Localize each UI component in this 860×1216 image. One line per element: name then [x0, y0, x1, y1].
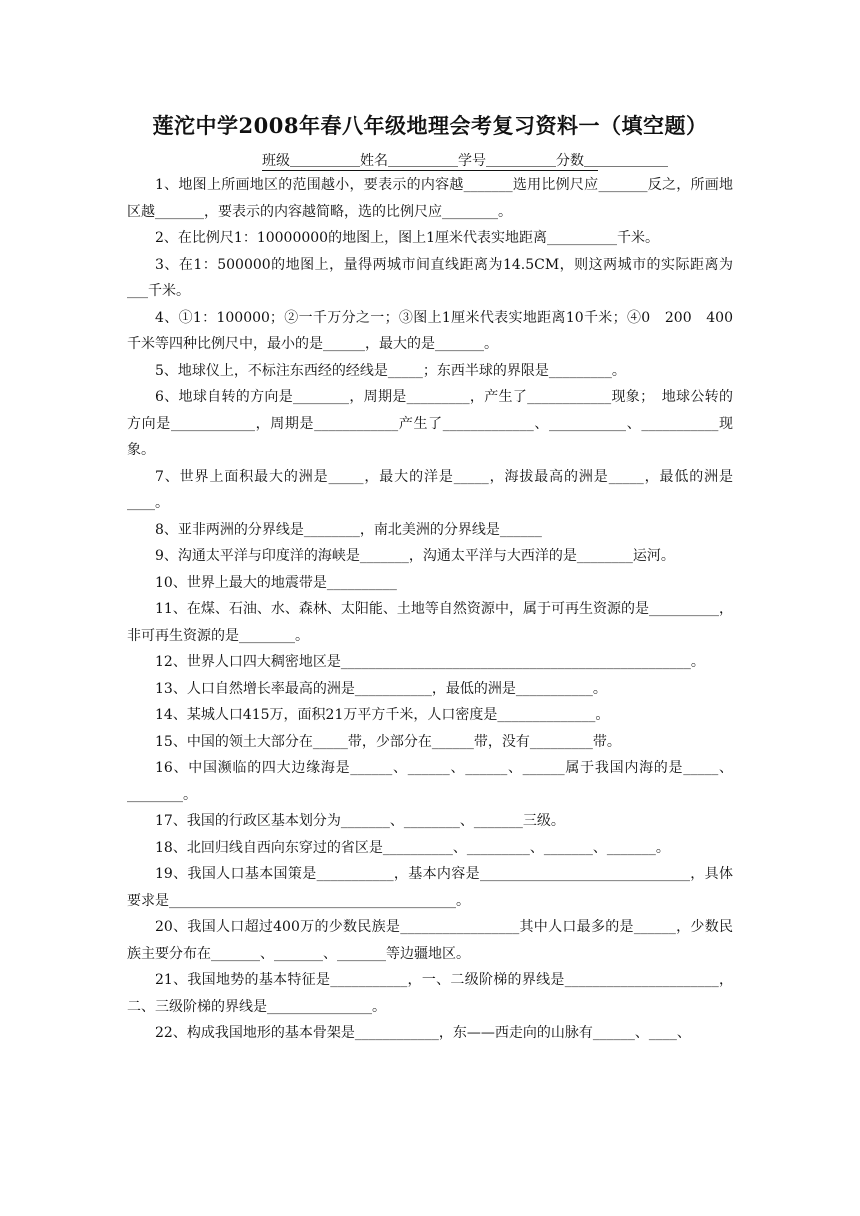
page-title: 莲沱中学2008年春八年级地理会考复习资料一（填空题）: [152, 113, 708, 138]
question-item: 2、在比例尺1：10000000的地图上，图上1厘米代表实地距离__________千米。: [155, 230, 659, 246]
question-item: 16、中国濒临的四大边缘海是______、______、______、______属于我国内海的是_____、________。: [127, 760, 733, 803]
question-item: 21、我国地势的基本特征是___________，一、二级阶梯的界线是______________________，二、三级阶梯的界线是_______________。: [127, 972, 733, 1015]
question-list: [127, 172, 733, 1047]
question-item: 19、我国人口基本国策是___________，基本内容是______________________________，具体要求是_________________________________________。: [127, 866, 733, 909]
question-item: 13、人口自然增长率最高的洲是___________，最低的洲是___________。: [155, 680, 607, 697]
question-item: 3、在1：500000的地图上，量得两城市间直线距离为14.5CM，则这两城市的实际距离为___千米。: [127, 256, 733, 299]
question-item: 11、在煤、石油、水、森林、太阳能、土地等自然资源中，属于可再生资源的是__________，非可再生资源的是________。: [127, 601, 733, 644]
question-item: 4、①1：100000；②一千万分之一；③图上1厘米代表实地距离10千米；④0 200 400千米等四种比例尺中，最小的是______，最大的是_______。: [127, 309, 733, 352]
question-item: 7、世界上面积最大的洲是_____，最大的洋是_____，海拔最高的洲是_____，最低的洲是____。: [127, 468, 733, 511]
question-item: 1、地图上所画地区的范围越小，要表示的内容越_______选用比例尺应_______反之，所画地区越_______，要表示的内容越简略，选的比例尺应________。: [127, 177, 733, 220]
question-item: 14、某城人口415万，面积21万平方千米，人口密度是______________。: [155, 707, 610, 723]
student-info-line: 班级＿＿＿＿＿姓名＿＿＿＿＿学号＿＿＿＿＿分数＿＿＿＿＿＿: [262, 150, 598, 171]
question-item: 18、北回归线自西向东穿过的省区是__________、_________、_______、_______。: [155, 839, 670, 856]
question-item: 5、地球仪上，不标注东西经的经线是_____；东西半球的界限是_________。: [155, 362, 626, 379]
question-item: 12、世界人口四大稠密地区是__________________________________________________。: [155, 654, 705, 670]
question-item: 6、地球自转的方向是________，周期是_________，产生了____________现象； 地球公转的方向是____________，周期是____________产生了_____________、___________、___________现象。: [127, 389, 733, 458]
question-item: 17、我国的行政区基本划分为_______、________、_______三级。: [155, 813, 565, 829]
question-item: 8、亚非两洲的分界线是________，南北美洲的分界线是______: [155, 521, 542, 538]
question-item: 9、沟通太平洋与印度洋的海峡是_______，沟通太平洋与大西洋的是________运河。: [155, 548, 675, 564]
question-item: 20、我国人口超过400万的少数民族是_________________其中人口最多的是______，少数民族主要分布在_______、_______、_______等边疆地区。: [127, 919, 733, 962]
question-item: 15、中国的领土大部分在_____带，少部分在______带，没有_________带。: [155, 733, 621, 750]
question-item: 10、世界上最大的地震带是__________: [155, 574, 397, 591]
question-item: 22、构成我国地形的基本骨架是____________，东——西走向的山脉有______、____、: [155, 1025, 691, 1041]
